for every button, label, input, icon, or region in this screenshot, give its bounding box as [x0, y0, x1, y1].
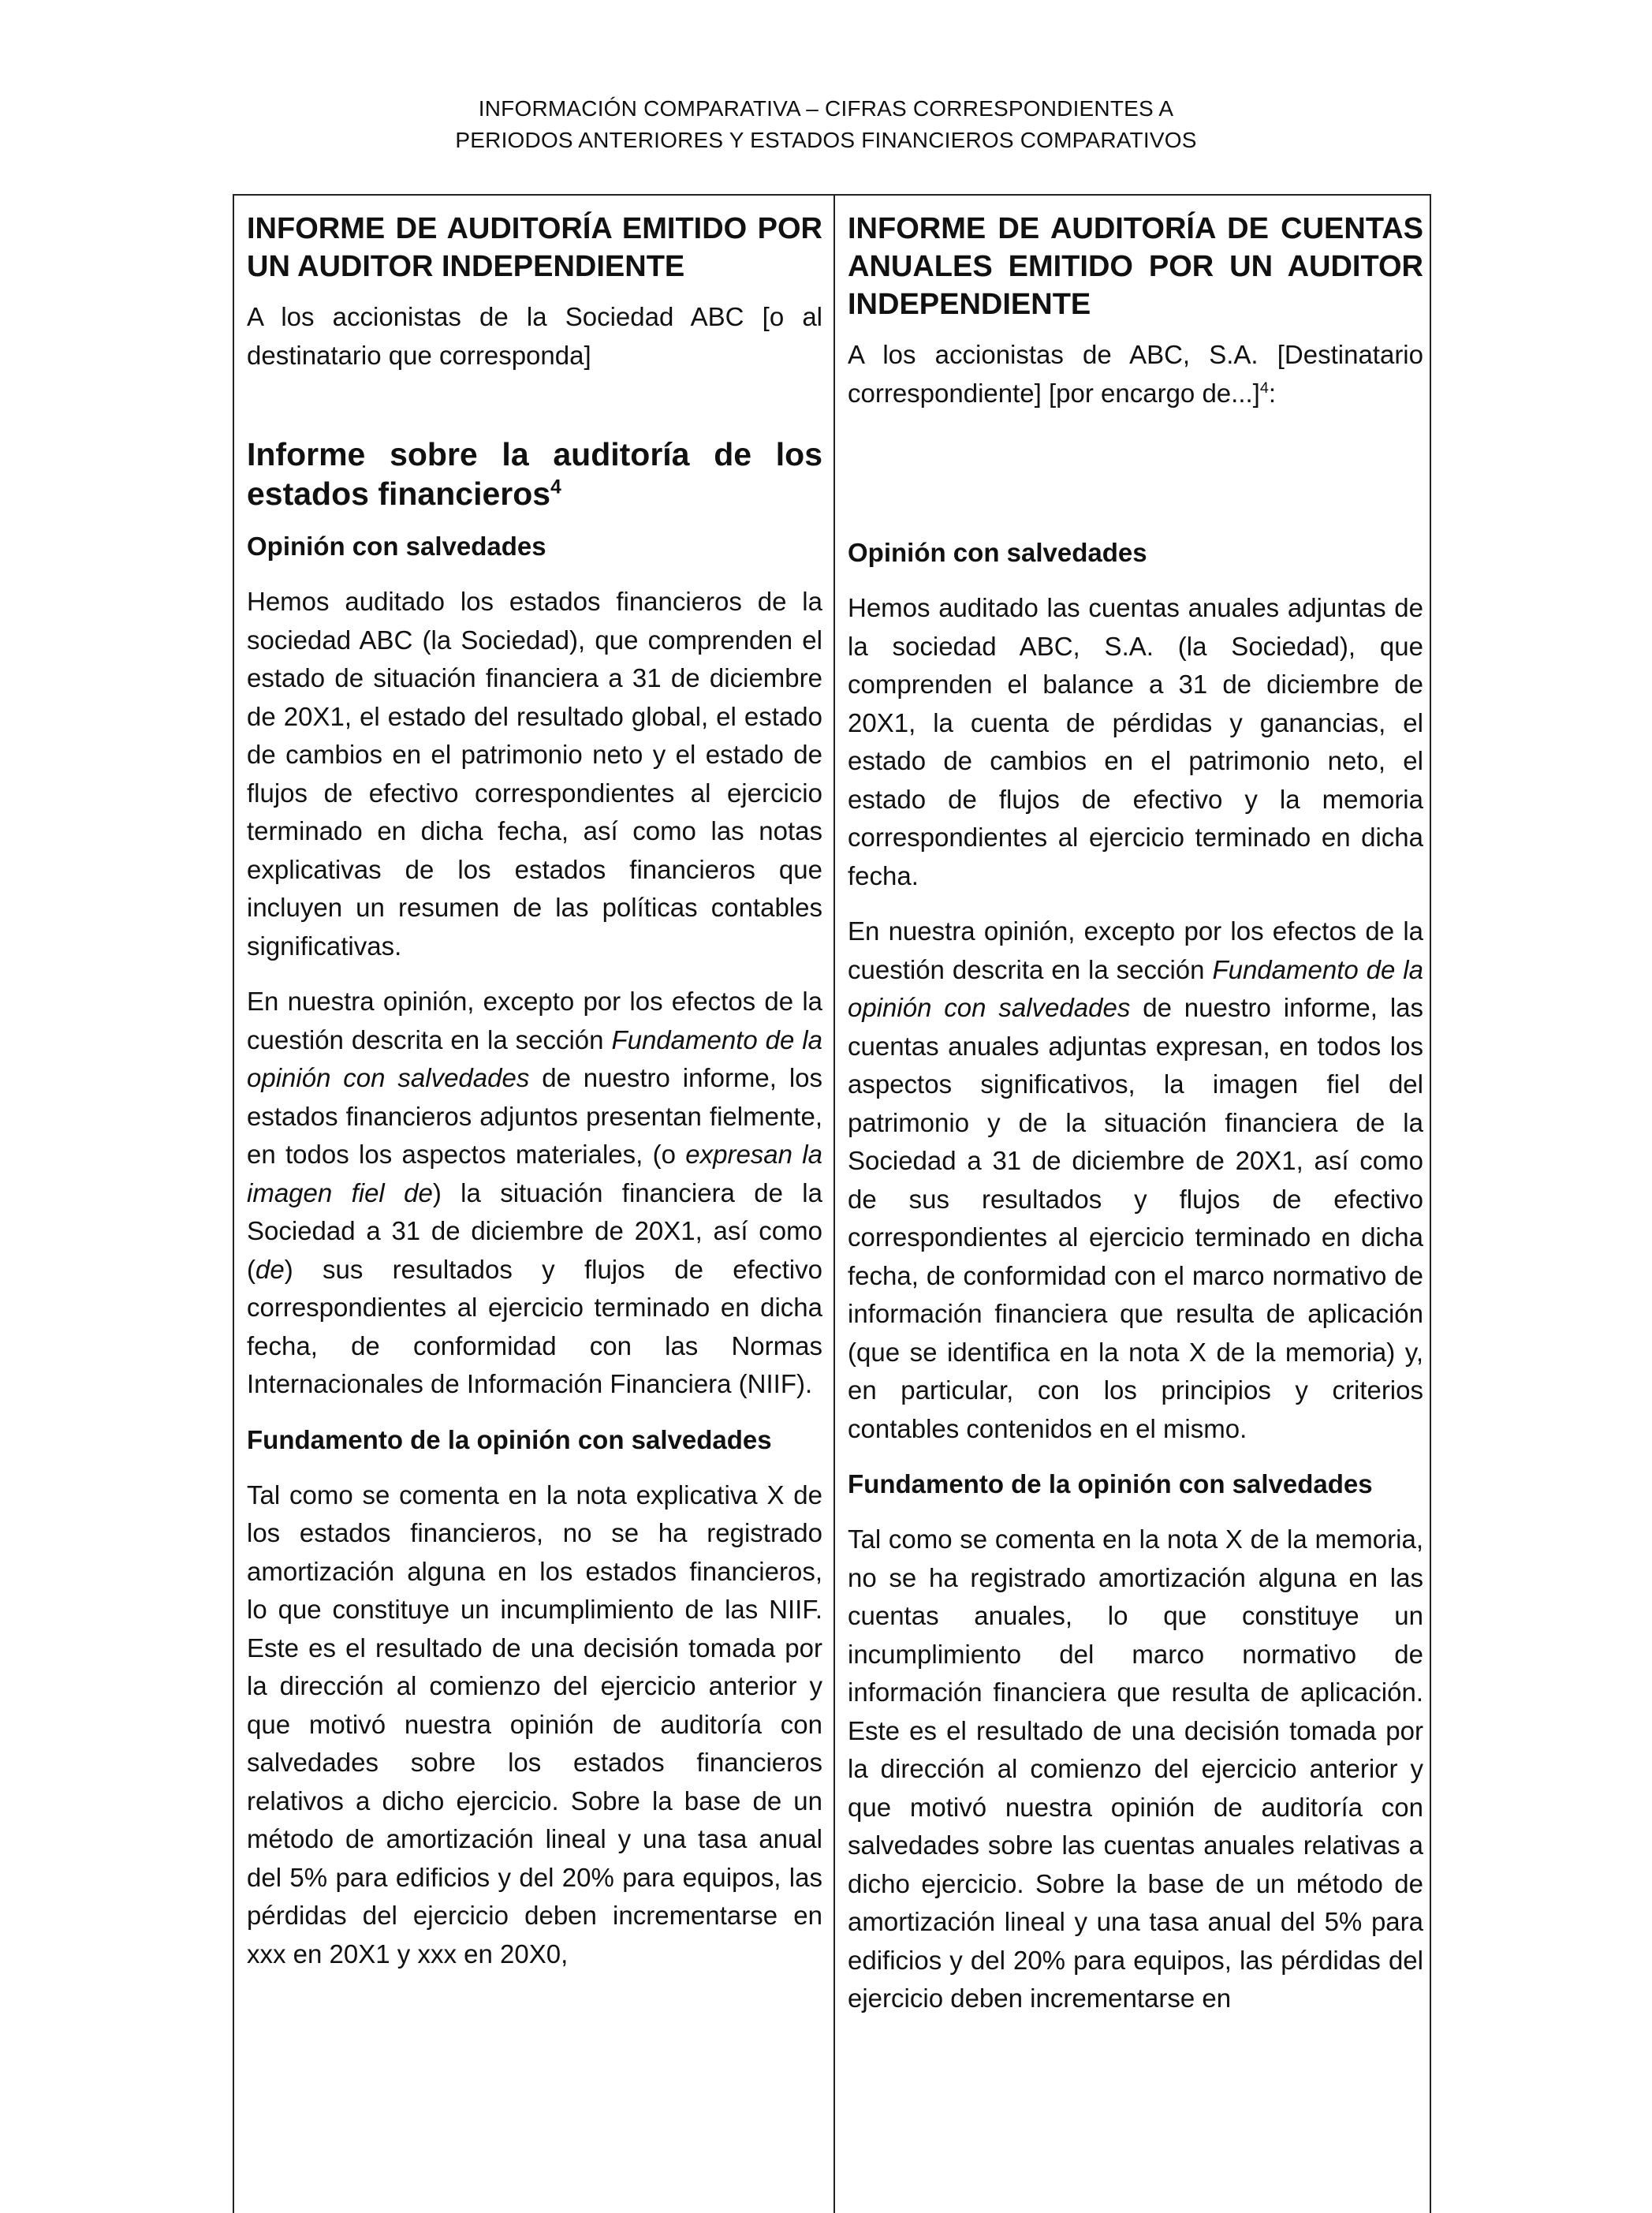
- left-opinion-heading: Opinión con salvedades: [247, 532, 546, 561]
- right-addressee-end: :: [1268, 378, 1277, 408]
- left-section-title: [247, 435, 822, 513]
- left-op2-em3: de: [255, 1254, 285, 1284]
- right-op2-a: En nuestra opinión, excepto por los efectos de la cuestión descrita en la sección: [848, 916, 1423, 984]
- left-op2-c: ) la situación financiera de la Sociedad a 31 de diciembre de 20X1, así como (: [247, 1177, 822, 1284]
- left-op2-d: ) sus resultados y flujos de efectivo correspondientes al ejercicio terminado en dicha fecha, de conformidad con las Normas Internacionales de Información Financiera (NIIF).: [247, 1254, 822, 1398]
- left-opinion-paragraph-2: [247, 983, 822, 1404]
- right-basis-heading: Fundamento de la opinión con salvedades: [848, 1469, 1373, 1498]
- left-report-title: INFORME DE AUDITORÍA EMITIDO POR UN AUDITOR INDEPENDIENTE: [247, 212, 822, 283]
- right-addressee-text: A los accionistas de ABC, S.A. [Destinatario correspondiente] [por encargo de...]: [848, 340, 1423, 408]
- left-column: [247, 210, 822, 1991]
- right-addressee: [848, 336, 1423, 412]
- right-opinion-paragraph-1: Hemos auditado las cuentas anuales adjuntas de la sociedad ABC, S.A. (la Sociedad), que comprenden el balance a 31 de diciembre de 20X1, la cuenta de pérdidas y ganancias, el estado de cambios en el patrimonio neto, el estado de flujos de efectivo y la memoria correspondientes al ejercicio terminado en dicha fecha.: [848, 593, 1423, 890]
- left-spacer: [247, 392, 822, 435]
- column-divider: [833, 194, 835, 2213]
- left-basis-heading: Fundamento de la opinión con salvedades: [247, 1424, 772, 1454]
- page-header: [0, 93, 1652, 156]
- left-op2-b: de nuestro informe, los estados financieros adjuntos presentan fielmente, en todos los aspectos materiales, (o: [247, 1063, 823, 1169]
- right-opinion-heading: Opinión con salvedades: [848, 538, 1147, 567]
- left-op2-em2: expresan la imagen fiel de: [247, 1140, 822, 1207]
- right-op2-em1: Fundamento de la opinión con salvedades: [848, 954, 1423, 1022]
- left-section-title-text: Informe sobre la auditoría de los estados financieros: [247, 436, 822, 512]
- right-column: [848, 210, 1423, 2036]
- page-header-line-2: PERIODOS ANTERIORES Y ESTADOS FINANCIEROS COMPARATIVOS: [455, 128, 1197, 152]
- left-op2-em1: Fundamento de la opinión con salvedades: [247, 1024, 822, 1092]
- left-footnote-ref: 4: [550, 476, 561, 498]
- right-footnote-ref: 4: [1259, 379, 1269, 397]
- left-op2-a: En nuestra opinión, excepto por los efectos de la cuestión descrita en la sección: [247, 987, 822, 1054]
- right-report-title: INFORME DE AUDITORÍA DE CUENTAS ANUALES EMITIDO POR UN AUDITOR INDEPENDIENTE: [848, 212, 1423, 321]
- left-opinion-paragraph-1: Hemos auditado los estados financieros de la sociedad ABC (la Sociedad), que comprenden el estado de situación financiera a 31 de diciembre de 20X1, el estado del resultado global, el estado de cambios en el patrimonio neto y el estado de flujos de efectivo correspondientes al ejercicio terminado en dicha fecha, así como las notas explicativas de los estados financieros que incluyen un resumen de las políticas contables significativas.: [247, 587, 822, 961]
- right-op2-b: de nuestro informe, las cuentas anuales adjuntas expresan, en todos los aspectos significativos, la imagen fiel del patrimonio y de la situación financiera de la Sociedad a 31 de diciembre de 20X1, así como de sus resultados y flujos de efectivo correspondientes al ejercicio terminado en dicha fecha, de conformidad con el marco normativo de información financiera que resulta de aplicación (que se identifica en la nota X de la memoria) y, en particular, con los principios y criterios contables contenidos en el mismo.: [848, 993, 1424, 1443]
- left-addressee: A los accionistas de la Sociedad ABC [o al destinatario que corresponda]: [247, 302, 822, 370]
- right-spacer: [848, 430, 1423, 534]
- right-basis-paragraph-1: Tal como se comenta en la nota X de la memoria, no se ha registrado amortización alguna en las cuentas anuales, lo que constituye un incumplimiento del marco normativo de información financiera que resulta de aplicación. Este es el resultado de una decisión tomada por la dirección al comienzo del ejercicio anterior y que motivó nuestra opinión de auditoría con salvedades sobre las cuentas anuales relativas a dicho ejercicio. Sobre la base de un método de amortización lineal y una tasa anual del 5% para edificios y del 20% para equipos, las pérdidas del ejercicio deben incrementarse en: [848, 1524, 1423, 2013]
- page-header-line-1: INFORMACIÓN COMPARATIVA – CIFRAS CORRESPONDIENTES A: [478, 96, 1174, 121]
- right-opinion-paragraph-2: [848, 912, 1423, 1448]
- left-basis-paragraph-1: Tal como se comenta en la nota explicativa X de los estados financieros, no se ha registrado amortización alguna en los estados financieros, lo que constituye un incumplimiento de las NIIF. Este es el resultado de una decisión tomada por la dirección al comienzo del ejercicio anterior y que motivó nuestra opinión de auditoría con salvedades sobre los estados financieros relativos a dicho ejercicio. Sobre la base de un método de amortización lineal y una tasa anual del 5% para edificios y del 20% para equipos, las pérdidas del ejercicio deben incrementarse en xxx en 20X1 y xxx en 20X0,: [247, 1480, 822, 1969]
